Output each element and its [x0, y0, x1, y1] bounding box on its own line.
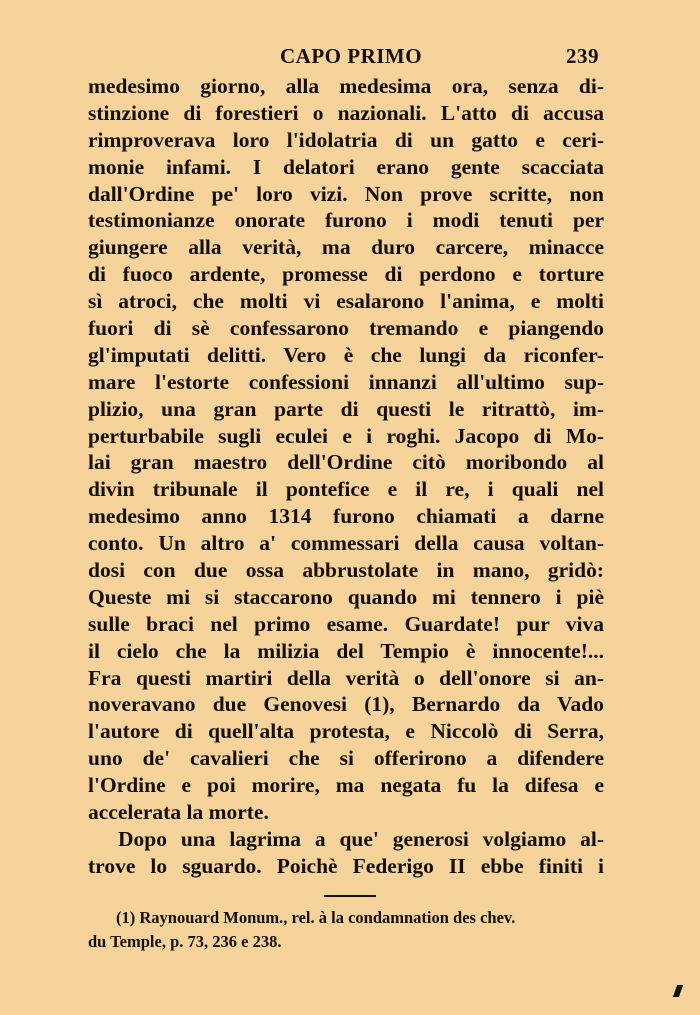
footnote	[88, 906, 604, 954]
text-line: dosi con due ossa abbrustolate in mano, gridò:	[88, 558, 604, 583]
text-line: Fra questi martiri della verità o dell'onore si an-	[88, 665, 604, 690]
text-line: divin tribunale il pontefice e il re, i quali nel	[88, 477, 604, 502]
text-line: sulle braci nel primo esame. Guardate! pur viva	[88, 611, 604, 636]
text-line: stinzione di forestieri o nazionali. L'atto di accusa	[88, 100, 604, 125]
text-line: plizio, una gran parte di questi le ritrattò, im-	[88, 396, 604, 421]
footnote-line: (1) Raynouard Monum., rel. à la condamnation des chev.	[116, 908, 516, 927]
text-line: dall'Ordine pe' loro vizi. Non prove scritte, non	[88, 181, 604, 206]
text-line: noveravano due Genovesi (1), Bernardo da Vado	[88, 692, 604, 717]
footnote-divider	[324, 895, 376, 897]
text-line: monie infami. I delatori erano gente scacciata	[88, 154, 604, 179]
text-line: rimproverava loro l'idolatria di un gatto e ceri-	[88, 127, 604, 152]
text-line: medesimo anno 1314 furono chiamati a darne	[88, 504, 604, 529]
text-line: l'Ordine e poi morire, ma negata fu la difesa e	[88, 773, 604, 798]
running-title: CAPO PRIMO	[280, 44, 423, 68]
ink-mark	[673, 985, 683, 997]
text-line: mare l'estorte confessioni innanzi all'ultimo sup-	[88, 369, 604, 394]
text-line: conto. Un altro a' commessari della causa voltan-	[88, 531, 604, 556]
text-line: uno de' cavalieri che si offerirono a difendere	[88, 746, 604, 771]
body-text	[88, 73, 604, 880]
text-line: gl'imputati delitti. Vero è che lungi da riconfer-	[88, 342, 604, 367]
footnote-line: du Temple, p. 73, 236 e 238.	[88, 932, 282, 951]
text-line: testimonianze onorate furono i modi tenuti per	[88, 208, 604, 233]
text-line: sì atroci, che molti vi esalarono l'anima, e molti	[88, 289, 604, 314]
page-header	[0, 44, 700, 74]
text-line: Queste mi si staccarono quando mi tennero i piè	[88, 584, 604, 609]
text-line: perturbabile sugli eculei e i roghi. Jacopo di Mo-	[88, 423, 604, 448]
text-line: giungere alla verità, ma duro carcere, minacce	[88, 235, 604, 260]
text-line: medesimo giorno, alla medesima ora, senza di-	[88, 74, 604, 98]
text-line: lai gran maestro dell'Ordine citò moribondo al	[88, 450, 604, 475]
text-line: trove lo sguardo. Poichè Federigo II ebbe finiti i	[88, 853, 604, 878]
text-line: accelerata la morte.	[88, 800, 269, 825]
text-line: Dopo una lagrima a que' generosi volgiamo al-	[118, 826, 604, 851]
page-number: 239	[566, 44, 599, 68]
text-line: il cielo che la milizia del Tempio è innocente!...	[88, 638, 604, 663]
text-line: fuori di sè confessarono tremando e piangendo	[88, 316, 604, 341]
text-line: l'autore di quell'alta protesta, e Niccolò di Serra,	[88, 719, 604, 744]
text-line: di fuoco ardente, promesse di perdono e torture	[88, 262, 604, 287]
